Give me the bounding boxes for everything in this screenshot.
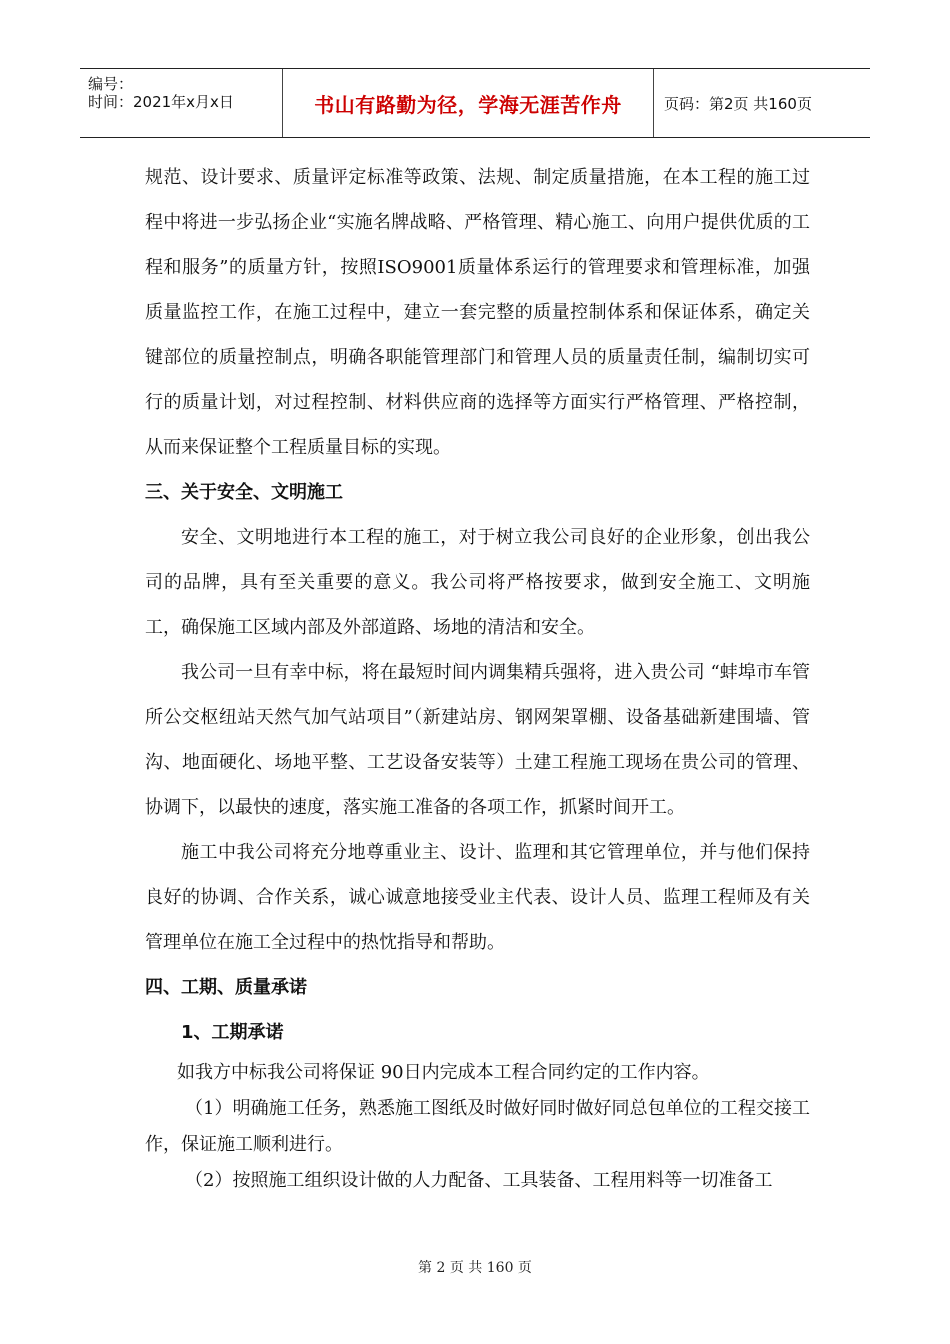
page-footer: 第 2 页 共 160 页 (418, 1260, 532, 1276)
date-label: 时间：2021年x月x日 (88, 93, 234, 111)
list-item-1: （1）明确施工任务，熟悉施工图纸及时做好同时做好同总包单位的工程交接工作，保证施工顺利进行。 (145, 1098, 810, 1155)
list-item-2: （2）按照施工组织设计做的人力配备、工具装备、工程用料等一切准备工 (185, 1170, 773, 1191)
subheading-schedule: 1、工期承诺 (181, 1022, 284, 1043)
header-motto-cell (283, 69, 654, 137)
header-page-info: 页码：第2页 共160页 (664, 94, 812, 113)
paragraph-mobilization: 我公司一旦有幸中标，将在最短时间内调集精兵强将，进入贵公司 “蚌埠市车管所公交枢纽站天然气加气站项目”（新建站房、钢网架罩棚、设备基础新建围墙、管沟、地面硬化、场地平整、工艺设备安装等）土建工程施工现场在贵公司的管理、协调下，以最快的速度，落实施工准备的各项工作，抓紧时间开工。 (145, 662, 810, 818)
document-header (80, 68, 870, 138)
section-heading-safety: 三、关于安全、文明施工 (145, 482, 343, 503)
paragraph-safety: 安全、文明地进行本工程的施工，对于树立我公司良好的企业形象，创出我公司的品牌，具有至关重要的意义。我公司将严格按要求，做到安全施工、文明施工，确保施工区域内部及外部道路、场地的清洁和安全。 (145, 527, 810, 638)
header-motto: 书山有路勤为径，学海无涯苦作舟 (314, 92, 622, 117)
paragraph-cooperation: 施工中我公司将充分地尊重业主、设计、监理和其它管理单位，并与他们保持良好的协调、合作关系，诚心诚意地接受业主代表、设计人员、监理工程师及有关管理单位在施工全过程中的热忱指导和帮助。 (145, 842, 810, 953)
header-meta-cell (80, 69, 283, 137)
paragraph-schedule-commitment: 如我方中标我公司将保证 90日内完成本工程合同约定的工作内容。 (177, 1062, 710, 1083)
number-label: 编号： (88, 75, 134, 93)
document-body (145, 155, 810, 1199)
paragraph-quality-measures: 规范、设计要求、质量评定标准等政策、法规、制定质量措施，在本工程的施工过程中将进一步弘扬企业“实施名牌战略、严格管理、精心施工、向用户提供优质的工程和服务”的质量方针，按照ISO9001质量体系运行的管理要求和管理标准，加强质量监控工作，在施工过程中，建立一套完整的质量控制体系和保证体系，确定关键部位的质量控制点，明确各职能管理部门和管理人员的质量责任制，编制切实可行的质量计划，对过程控制、材料供应商的选择等方面实行严格管理、严格控制，从而来保证整个工程质量目标的实现。 (145, 167, 810, 458)
section-heading-schedule-quality: 四、工期、质量承诺 (145, 977, 307, 998)
header-page-cell (654, 69, 870, 137)
